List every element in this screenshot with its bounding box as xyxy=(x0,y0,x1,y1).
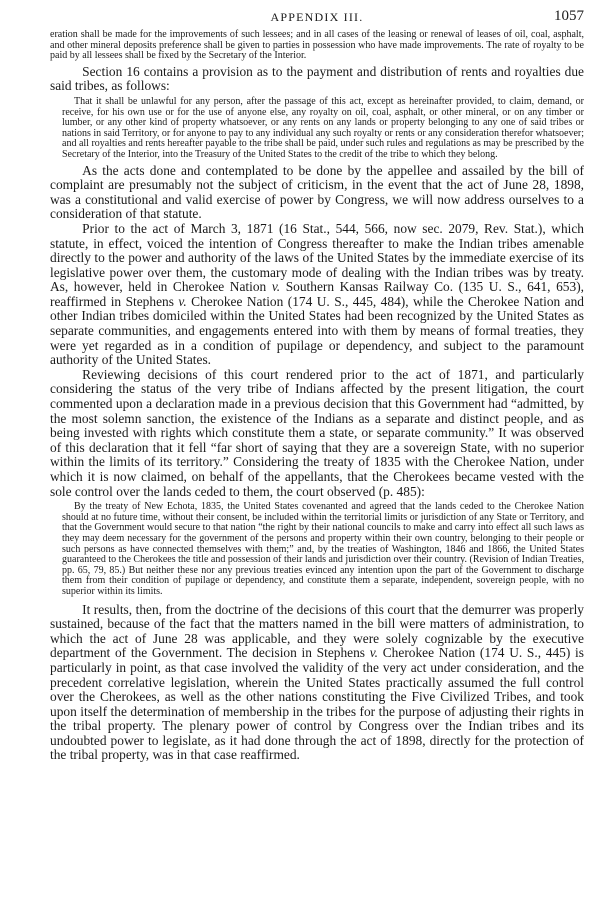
continued-quote-paragraph: eration shall be made for the improvements of such lessees; and in all cases of the leasing or renewal of leases of oil, coal, asphalt, and other mineral deposits preference shall be given to parties in possession who have made improvements. The rate of royalty to be paid by all lessees shall be fixed by the Secretary of the Interior. xyxy=(50,29,584,62)
page-number: 1057 xyxy=(554,8,584,24)
block-quote-section-16: That it shall be unlawful for any person, after the passage of this act, except as hereinafter provided, to claim, demand, or receive, for his own use or for the use of anyone else, any royalty on oil, coal, asphalt, or other mineral, or on any timber or lumber, or any other kind of property whatsoever, or any rents on any lands or property belonging to any one of said tribes or nations in said Territory, or for anyone to pay to any individual any such royalty or rents or any consideration therefor whatsoever; and all royalties and rents hereafter payable to the tribe shall be paid, under such rules and regulations as may be prescribed by the Secretary of the Interior, into the Treasury of the United States to the credit of the tribe to which they belong. xyxy=(62,95,584,160)
body-paragraph-it-results: It results, then, from the doctrine of the decisions of this court that the demurrer was properly sustained, because of the fact that the matters named in the bill were matters of administration, to which the act of June 28 was applicable, and they were solely cognizable by the executive department of the Government. The decision in Stephens v. Cherokee Nation (174 U. S., 445) is particularly in point, as that case involved the validity of the very act under consideration, and the precedent correlative legislation, wherein the United States practically assumed the full control over the Cherokees, as well as the other nations constituting the Five Civilized Tribes, and took upon itself the determination of membership in the tribes for the purpose of adjusting their rights in the tribal property. The plenary power of control by Congress over the Indian tribes and its undoubted power to legislate, as it had done through the act of 1898, directly for the protection of the tribal property, was in that case reaffirmed. xyxy=(50,601,584,763)
body-paragraph-reviewing-decisions: Reviewing decisions of this court rendered prior to the act of 1871, and particularly considering the status of the very tribe of Indians affected by the present litigation, the court commented upon a declaration made in a previous decision that this Government had “admitted, by the most solemn sanction, the existence of the Indians as a separate and distinct people, and as being invested with rights which constitute them a state, or separate community.” It was observed of this declaration that it fell “far short of saying that they are a sovereign State, with no superior within the limits of its territory.” Considering the treaty of 1835 with the Cherokee Nation, under which it is now claimed, on behalf of the appellants, that the Cherokees became vested with the sole control over the lands ceded to them, the court observed (p. 485): xyxy=(50,366,584,499)
block-quote-new-echota: By the treaty of New Echota, 1835, the United States covenanted and agreed that the lands ceded to the Cherokee Nation should at no future time, without their consent, be included within the territorial limits or jurisdiction of any State or Territory, and that the Government would secure to that nation “the right by their national councils to make and carry into effect all such laws as they may deem necessary for the government of the persons and property within their own country, belonging to their people or such persons as have connected themselves with them;” and, by the treaties of Washington, 1846 and 1866, the United States guaranteed to the Cherokees the title and possession of their lands and jurisdiction over their country. (Revision of Indian Treaties, pp. 65, 79, 85.) But neither these nor any previous treaties evinced any intention upon the part of the Government to discharge them from their condition of pupilage or dependency, and constitute them a separate, independent, sovereign people, with no superior within its limits. xyxy=(62,501,584,597)
page-header xyxy=(50,8,584,30)
running-title: APPENDIX III. xyxy=(270,10,364,24)
body-paragraph-act-of-1871: Prior to the act of March 3, 1871 (16 Stat., 544, 566, now sec. 2079, Rev. Stat.), which statute, in effect, voiced the intention of Congress thereafter to make the Indian tribes amenable directly to the power and authority of the laws of the United States by the immediate exercise of its legislative power over them, the customary mode of dealing with the Indian tribes was by treaty. As, however, held in Cherokee Nation v. Southern Kansas Railway Co. (135 U. S., 641, 653), reaffirmed in Stephens v. Cherokee Nation (174 U. S., 445, 484), while the Cherokee Nation and other Indian tribes domiciled within the United States had been recognized by the United States as separate communities, and engagements entered into with them by means of formal treaties, they were yet regarded as in a condition of pupilage or dependency, and subject to the paramount authority of the United States. xyxy=(50,220,584,368)
body-paragraph-acts-done: As the acts done and contemplated to be done by the appellee and assailed by the bill of complaint are presumably not the subject of criticism, in the event that the act of June 28, 1898, was a constitutional and valid exercise of power by Congress, we will now address ourselves to a consideration of that statute. xyxy=(50,162,584,222)
document-page xyxy=(50,8,584,763)
body-paragraph-section-16: Section 16 contains a provision as to the payment and distribution of rents and royalties due said tribes, as follows: xyxy=(50,63,584,94)
